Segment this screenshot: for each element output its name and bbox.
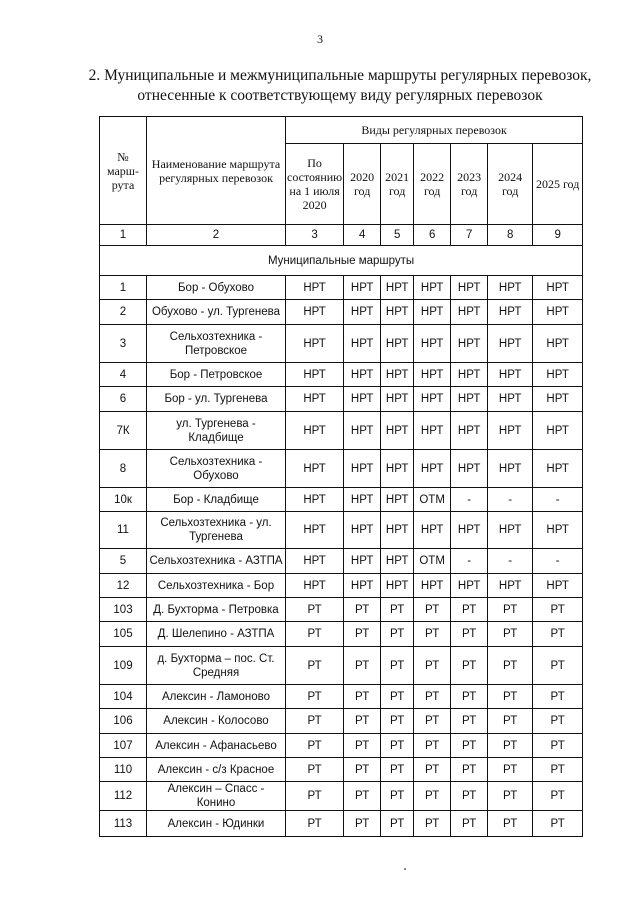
transport-kind-cell: РТ <box>451 685 488 709</box>
route-name-cell: Сельхозтехника - ул. Тургенева <box>147 512 286 549</box>
scan-dot <box>404 868 406 870</box>
route-number-cell: 109 <box>100 647 147 685</box>
transport-kind-cell: - <box>451 549 488 574</box>
transport-kind-cell: РТ <box>381 782 414 811</box>
transport-kind-cell: РТ <box>344 782 381 811</box>
transport-kind-cell: НРТ <box>451 450 488 488</box>
table-row <box>100 622 583 647</box>
route-name-cell: Бор - Обухово <box>147 276 286 300</box>
transport-kind-cell: РТ <box>488 782 533 811</box>
transport-kind-cell: РТ <box>381 758 414 782</box>
section-heading <box>60 66 620 106</box>
page-number: 3 <box>317 32 323 46</box>
route-number-cell: 103 <box>100 598 147 622</box>
route-name-cell: Алексин - с/з Красное <box>147 758 286 782</box>
route-number-cell: 104 <box>100 685 147 709</box>
transport-kind-cell: НРТ <box>286 549 344 574</box>
transport-kind-cell: РТ <box>488 709 533 734</box>
transport-kind-cell: НРТ <box>381 450 414 488</box>
route-number-cell: 110 <box>100 758 147 782</box>
route-number-cell: 12 <box>100 574 147 598</box>
transport-kind-cell: РТ <box>451 598 488 622</box>
transport-kind-cell: НРТ <box>488 574 533 598</box>
transport-kind-cell: РТ <box>533 782 583 811</box>
transport-kind-cell: НРТ <box>381 512 414 549</box>
transport-kind-cell: РТ <box>381 709 414 734</box>
table-row <box>100 647 583 685</box>
transport-kind-cell: РТ <box>414 622 451 647</box>
table-row <box>100 363 583 387</box>
transport-kind-cell: НРТ <box>344 549 381 574</box>
transport-kind-cell: НРТ <box>344 412 381 450</box>
transport-kind-cell: РТ <box>286 734 344 758</box>
table-row <box>100 709 583 734</box>
transport-kind-cell: РТ <box>344 709 381 734</box>
route-name-cell: Алексин – Спасс - Конино <box>147 782 286 811</box>
header-year: 2024 год <box>488 144 533 225</box>
transport-kind-cell: НРТ <box>414 412 451 450</box>
transport-kind-cell: РТ <box>488 734 533 758</box>
route-number-cell: 6 <box>100 387 147 412</box>
transport-kind-cell: НРТ <box>414 363 451 387</box>
header-year: 2022 год <box>414 144 451 225</box>
transport-kind-cell: НРТ <box>286 574 344 598</box>
transport-kind-cell: РТ <box>381 622 414 647</box>
route-number-cell: 7К <box>100 412 147 450</box>
header-route-number: № марш-рута <box>100 117 147 225</box>
route-number-cell: 4 <box>100 363 147 387</box>
transport-kind-cell: РТ <box>344 734 381 758</box>
transport-kind-cell: НРТ <box>381 549 414 574</box>
transport-kind-cell: РТ <box>381 598 414 622</box>
route-name-cell: Алексин - Ламоново <box>147 685 286 709</box>
transport-kind-cell: НРТ <box>381 387 414 412</box>
transport-kind-cell: НРТ <box>344 512 381 549</box>
transport-kind-cell: РТ <box>381 685 414 709</box>
route-name-cell: Бор - Кладбище <box>147 488 286 512</box>
transport-kind-cell: НРТ <box>286 387 344 412</box>
route-name-cell: Бор - ул. Тургенева <box>147 387 286 412</box>
transport-kind-cell: НРТ <box>488 276 533 300</box>
transport-kind-cell: РТ <box>414 734 451 758</box>
transport-kind-cell: НРТ <box>414 387 451 412</box>
route-name-cell: Бор - Петровское <box>147 363 286 387</box>
transport-kind-cell: НРТ <box>414 325 451 363</box>
transport-kind-cell: РТ <box>533 734 583 758</box>
route-name-cell: Алексин - Колосово <box>147 709 286 734</box>
transport-kind-cell: НРТ <box>344 363 381 387</box>
transport-kind-cell: РТ <box>381 811 414 837</box>
transport-kind-cell: РТ <box>286 758 344 782</box>
transport-kind-cell: РТ <box>451 782 488 811</box>
table-row <box>100 450 583 488</box>
transport-kind-cell: РТ <box>414 811 451 837</box>
transport-kind-cell: РТ <box>451 734 488 758</box>
transport-kind-cell: НРТ <box>344 574 381 598</box>
transport-kind-cell: НРТ <box>451 363 488 387</box>
table-row <box>100 811 583 837</box>
transport-kind-cell: РТ <box>533 811 583 837</box>
route-name-cell: Д. Шелепино - АЗТПА <box>147 622 286 647</box>
transport-kind-cell: РТ <box>488 598 533 622</box>
transport-kind-cell: - <box>533 488 583 512</box>
transport-kind-cell: РТ <box>488 685 533 709</box>
route-name-cell: Д. Бухторма - Петровка <box>147 598 286 622</box>
route-number-cell: 1 <box>100 276 147 300</box>
transport-kind-cell: РТ <box>414 647 451 685</box>
transport-kind-cell: РТ <box>414 709 451 734</box>
transport-kind-cell: РТ <box>533 647 583 685</box>
transport-kind-cell: РТ <box>286 598 344 622</box>
header-route-name: Наименование маршрута регулярных перевозок <box>147 117 286 225</box>
transport-kind-cell: НРТ <box>286 512 344 549</box>
transport-kind-cell: РТ <box>286 685 344 709</box>
transport-kind-cell: РТ <box>488 647 533 685</box>
transport-kind-cell: НРТ <box>451 276 488 300</box>
transport-kind-cell: НРТ <box>381 412 414 450</box>
transport-kind-cell: РТ <box>533 598 583 622</box>
route-name-cell: Сельхозтехника - Петровское <box>147 325 286 363</box>
transport-kind-cell: НРТ <box>414 276 451 300</box>
heading-line-1: 2. Муниципальные и межмуниципальные маршруты регулярных перевозок, <box>88 67 592 84</box>
transport-kind-cell: НРТ <box>286 488 344 512</box>
route-number-cell: 107 <box>100 734 147 758</box>
transport-kind-cell: НРТ <box>381 276 414 300</box>
transport-kind-cell: РТ <box>344 622 381 647</box>
transport-kind-cell: РТ <box>381 647 414 685</box>
transport-kind-cell: РТ <box>286 811 344 837</box>
transport-kind-cell: НРТ <box>533 412 583 450</box>
transport-kind-cell: РТ <box>286 647 344 685</box>
table-row <box>100 387 583 412</box>
transport-kind-cell: НРТ <box>451 300 488 325</box>
transport-kind-cell: РТ <box>533 622 583 647</box>
header-year: 2021 год <box>381 144 414 225</box>
table-row <box>100 598 583 622</box>
column-number: 4 <box>344 225 381 246</box>
header-year: 2025 год <box>533 144 583 225</box>
transport-kind-cell: НРТ <box>414 512 451 549</box>
transport-kind-cell: РТ <box>344 685 381 709</box>
route-name-cell: д. Бухторма – пос. Ст. Средняя <box>147 647 286 685</box>
transport-kind-cell: РТ <box>286 709 344 734</box>
column-number: 1 <box>100 225 147 246</box>
transport-kind-cell: НРТ <box>381 363 414 387</box>
table-row <box>100 276 583 300</box>
transport-kind-cell: НРТ <box>488 450 533 488</box>
transport-kind-cell: РТ <box>533 709 583 734</box>
transport-kind-cell: НРТ <box>344 276 381 300</box>
table-row <box>100 734 583 758</box>
table-row <box>100 685 583 709</box>
route-number-cell: 3 <box>100 325 147 363</box>
transport-kind-cell: - <box>533 549 583 574</box>
transport-kind-cell: НРТ <box>344 300 381 325</box>
transport-kind-cell: НРТ <box>533 387 583 412</box>
transport-kind-cell: ОТМ <box>414 488 451 512</box>
transport-kind-cell: НРТ <box>286 363 344 387</box>
transport-kind-cell: НРТ <box>381 574 414 598</box>
transport-kind-cell: РТ <box>533 758 583 782</box>
transport-kind-cell: НРТ <box>451 325 488 363</box>
transport-kind-cell: НРТ <box>381 300 414 325</box>
header-year: 2020 год <box>344 144 381 225</box>
header-year: 2023 год <box>451 144 488 225</box>
transport-kind-cell: РТ <box>451 811 488 837</box>
transport-kind-cell: НРТ <box>414 574 451 598</box>
transport-kind-cell: НРТ <box>286 450 344 488</box>
route-name-cell: Алексин - Афанасьево <box>147 734 286 758</box>
transport-kind-cell: РТ <box>344 598 381 622</box>
table-row <box>100 512 583 549</box>
column-number: 3 <box>286 225 344 246</box>
transport-kind-cell: - <box>488 549 533 574</box>
transport-kind-cell: НРТ <box>533 450 583 488</box>
transport-kind-cell: НРТ <box>533 574 583 598</box>
transport-kind-cell: РТ <box>488 758 533 782</box>
transport-kind-cell: ОТМ <box>414 549 451 574</box>
table-row <box>100 574 583 598</box>
route-name-cell: ул. Тургенева - Кладбище <box>147 412 286 450</box>
table-row <box>100 300 583 325</box>
transport-kind-cell: - <box>488 488 533 512</box>
route-number-cell: 105 <box>100 622 147 647</box>
table-row <box>100 412 583 450</box>
transport-kind-cell: НРТ <box>488 325 533 363</box>
section-municipal-routes: Муниципальные маршруты <box>100 246 583 276</box>
transport-kind-cell: НРТ <box>533 300 583 325</box>
transport-kind-cell: РТ <box>344 811 381 837</box>
transport-kind-cell: РТ <box>451 622 488 647</box>
transport-kind-cell: НРТ <box>488 387 533 412</box>
route-number-cell: 8 <box>100 450 147 488</box>
route-number-cell: 5 <box>100 549 147 574</box>
table-row <box>100 325 583 363</box>
route-name-cell: Алексин - Юдинки <box>147 811 286 837</box>
route-name-cell: Сельхозтехника - Обухово <box>147 450 286 488</box>
transport-kind-cell: РТ <box>381 734 414 758</box>
column-number: 9 <box>533 225 583 246</box>
transport-kind-cell: НРТ <box>344 450 381 488</box>
transport-kind-cell: РТ <box>451 758 488 782</box>
header-kinds-group: Виды регулярных перевозок <box>286 117 583 144</box>
heading-line-2: отнесенные к соответствующему виду регулярных перевозок <box>137 87 543 104</box>
transport-kind-cell: НРТ <box>488 300 533 325</box>
transport-kind-cell: РТ <box>451 647 488 685</box>
transport-kind-cell: НРТ <box>344 488 381 512</box>
transport-kind-cell: РТ <box>344 647 381 685</box>
transport-kind-cell: НРТ <box>451 512 488 549</box>
column-number: 2 <box>147 225 286 246</box>
transport-kind-cell: НРТ <box>381 325 414 363</box>
column-number: 7 <box>451 225 488 246</box>
transport-kind-cell: РТ <box>451 709 488 734</box>
transport-kind-cell: РТ <box>488 622 533 647</box>
transport-kind-cell: РТ <box>414 685 451 709</box>
transport-kind-cell: НРТ <box>286 325 344 363</box>
transport-kind-cell: НРТ <box>414 300 451 325</box>
transport-kind-cell: РТ <box>488 811 533 837</box>
table-row <box>100 758 583 782</box>
route-number-cell: 11 <box>100 512 147 549</box>
transport-kind-cell: НРТ <box>286 412 344 450</box>
transport-kind-cell: НРТ <box>344 387 381 412</box>
transport-kind-cell: НРТ <box>286 276 344 300</box>
transport-kind-cell: НРТ <box>344 325 381 363</box>
column-number: 8 <box>488 225 533 246</box>
routes-table <box>99 116 583 837</box>
transport-kind-cell: РТ <box>414 598 451 622</box>
route-name-cell: Обухово - ул. Тургенева <box>147 300 286 325</box>
route-number-cell: 113 <box>100 811 147 837</box>
transport-kind-cell: - <box>451 488 488 512</box>
transport-kind-cell: РТ <box>344 758 381 782</box>
transport-kind-cell: НРТ <box>488 512 533 549</box>
transport-kind-cell: НРТ <box>451 387 488 412</box>
transport-kind-cell: НРТ <box>488 363 533 387</box>
table-row <box>100 782 583 811</box>
transport-kind-cell: НРТ <box>451 574 488 598</box>
header-as-of: По состоянию на 1 июля 2020 <box>286 144 344 225</box>
transport-kind-cell: НРТ <box>381 488 414 512</box>
transport-kind-cell: РТ <box>286 782 344 811</box>
route-number-cell: 106 <box>100 709 147 734</box>
transport-kind-cell: НРТ <box>488 412 533 450</box>
route-name-cell: Сельхозтехника - АЗТПА <box>147 549 286 574</box>
transport-kind-cell: НРТ <box>451 412 488 450</box>
transport-kind-cell: РТ <box>533 685 583 709</box>
route-name-cell: Сельхозтехника - Бор <box>147 574 286 598</box>
route-number-cell: 2 <box>100 300 147 325</box>
column-number: 5 <box>381 225 414 246</box>
transport-kind-cell: НРТ <box>533 363 583 387</box>
table-row <box>100 488 583 512</box>
transport-kind-cell: РТ <box>414 782 451 811</box>
route-number-cell: 10к <box>100 488 147 512</box>
transport-kind-cell: НРТ <box>286 300 344 325</box>
column-number: 6 <box>414 225 451 246</box>
transport-kind-cell: НРТ <box>533 325 583 363</box>
transport-kind-cell: РТ <box>286 622 344 647</box>
transport-kind-cell: НРТ <box>414 450 451 488</box>
transport-kind-cell: НРТ <box>533 512 583 549</box>
route-number-cell: 112 <box>100 782 147 811</box>
table-row <box>100 549 583 574</box>
transport-kind-cell: НРТ <box>533 276 583 300</box>
transport-kind-cell: РТ <box>414 758 451 782</box>
